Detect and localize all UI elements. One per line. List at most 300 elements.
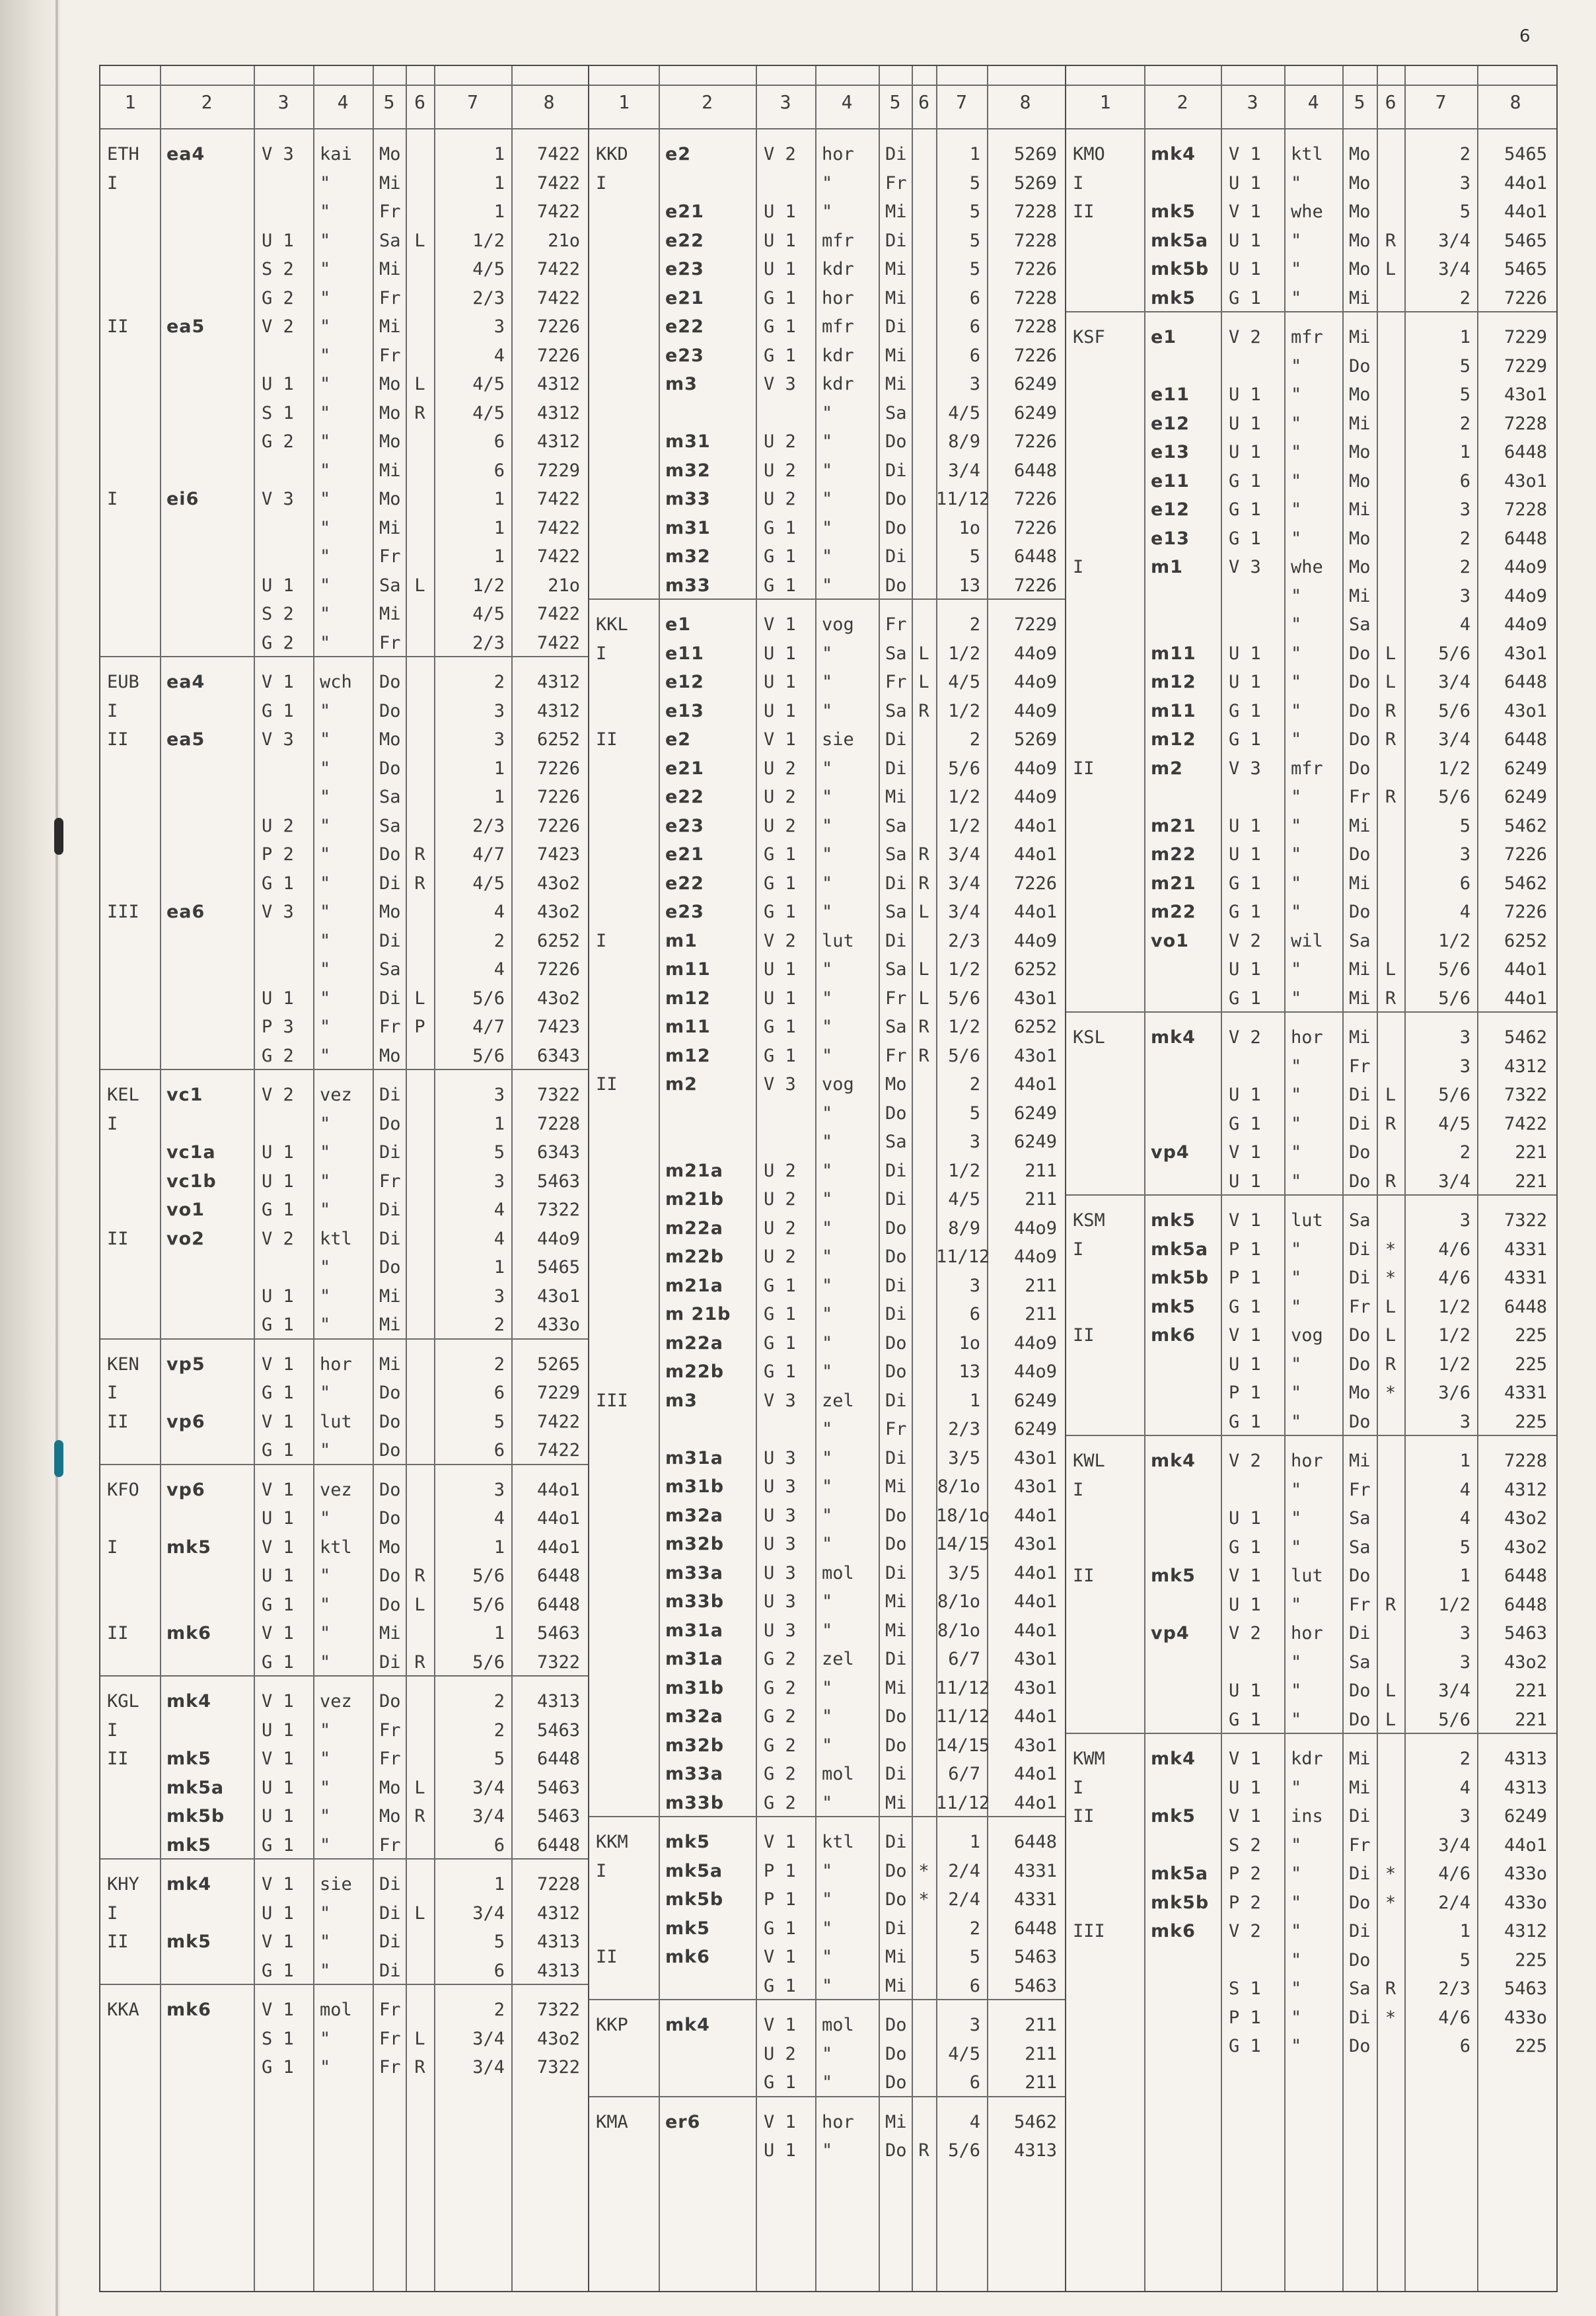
frac-cell: 13	[959, 575, 980, 596]
type-cell: U 3	[764, 1476, 796, 1497]
frac-cell: 6	[969, 2072, 980, 2093]
frac-cell: 2	[493, 1315, 505, 1335]
frac-cell: 3/4	[948, 873, 980, 894]
frac-cell: 4/5	[472, 604, 505, 624]
code-cell: mk4	[166, 1691, 211, 1712]
station-cell: I	[107, 489, 118, 509]
station-cell: II	[1073, 1566, 1095, 1586]
code-cell: vo1	[166, 1200, 205, 1220]
code-cell: m1	[665, 930, 698, 951]
frac-cell: 3	[1459, 585, 1470, 606]
table-row	[100, 1111, 589, 1138]
number-cell: 7322	[1504, 1210, 1547, 1231]
table-row	[1066, 228, 1556, 254]
station-cell: I	[107, 1383, 118, 1403]
table-row	[589, 371, 1066, 398]
day-cell: Mi	[885, 1792, 907, 1813]
station-cell: KSL	[1073, 1027, 1105, 1048]
frac-cell: 1	[493, 1623, 505, 1644]
tree-cell: "	[320, 729, 331, 750]
number-cell: 7228	[536, 1874, 580, 1895]
type-cell: V 1	[1229, 1142, 1261, 1163]
tree-cell: "	[320, 431, 331, 452]
number-cell: 225	[1515, 1325, 1547, 1346]
type-cell: G 1	[764, 902, 796, 922]
table-row	[589, 1589, 1066, 1615]
number-cell: 6448	[536, 1594, 580, 1615]
type-cell: U 1	[764, 672, 796, 692]
side-cell: L	[918, 672, 929, 692]
table-row	[100, 1140, 589, 1166]
type-cell: G 1	[1229, 700, 1261, 721]
frac-cell: 6	[493, 1834, 505, 1856]
frac-cell: 5/6	[1438, 1709, 1470, 1730]
code-cell: mk5b	[1151, 1268, 1210, 1288]
day-cell: Mi	[885, 287, 907, 308]
number-cell: 7322	[536, 2057, 580, 2078]
day-cell: Sa	[885, 815, 907, 836]
station-cell: KEL	[107, 1085, 139, 1105]
number-cell: 44o9	[1013, 1247, 1057, 1267]
day-cell: Di	[885, 316, 907, 337]
type-cell: G 1	[262, 2057, 294, 2078]
type-cell: U 1	[1229, 1171, 1261, 1192]
code-cell: mk5	[166, 1749, 211, 1769]
code-cell: vp4	[1151, 1623, 1190, 1644]
code-cell: m3	[665, 1390, 698, 1411]
column-header: 3	[1247, 91, 1258, 113]
day-cell: Di	[885, 1764, 907, 1784]
day-cell: Di	[885, 1160, 907, 1181]
code-cell: e21	[665, 758, 704, 779]
day-cell: Di	[885, 1275, 907, 1296]
day-cell: Mi	[379, 604, 401, 624]
tree-cell: "	[1291, 1864, 1302, 1884]
frac-cell: 3	[493, 729, 505, 750]
day-cell: Di	[885, 1390, 907, 1411]
station-cell: II	[1073, 758, 1095, 779]
station-cell: I	[107, 700, 118, 721]
side-cell: R	[1385, 1171, 1396, 1192]
type-cell: G 2	[764, 1764, 796, 1784]
tree-cell: zel	[822, 1649, 854, 1669]
side-cell: R	[1385, 700, 1396, 721]
tree-cell: "	[1291, 1709, 1302, 1730]
tree-cell: vez	[320, 1479, 352, 1500]
frac-cell: 3/4	[1438, 259, 1470, 279]
group-separator	[1066, 1733, 1556, 1734]
type-cell: U 1	[764, 2140, 796, 2161]
number-cell: 6249	[1013, 1103, 1057, 1124]
number-cell: 5463	[1504, 1623, 1547, 1644]
type-cell: U 1	[262, 1508, 294, 1529]
table-row	[100, 1014, 589, 1040]
frac-cell: 11/12	[936, 489, 990, 509]
frac-cell: 3	[1459, 1411, 1470, 1432]
day-cell: Mo	[1349, 442, 1371, 462]
tree-cell: "	[320, 2057, 331, 2078]
frac-cell: 5	[969, 201, 980, 222]
day-cell: Di	[885, 1918, 907, 1939]
side-cell: R	[414, 1651, 425, 1673]
station-cell: III	[596, 1390, 628, 1411]
tree-cell: vog	[822, 614, 854, 635]
table-row	[589, 957, 1066, 983]
number-cell: 5269	[1013, 144, 1057, 164]
tree-cell: "	[320, 316, 331, 337]
frac-cell: 6	[969, 1975, 980, 1996]
code-cell: mk5a	[1151, 1864, 1209, 1884]
code-cell: ei6	[166, 489, 200, 509]
tree-cell: "	[1291, 1978, 1302, 1999]
number-cell: 43o1	[1504, 470, 1547, 491]
frac-cell: 11/12	[936, 1706, 990, 1727]
frac-cell: 5	[1459, 1537, 1470, 1558]
number-cell: 7228	[1013, 230, 1057, 251]
frac-cell: 3	[493, 700, 505, 721]
table-row	[1066, 1775, 1556, 1801]
table-row	[589, 256, 1066, 283]
table-row	[1066, 411, 1556, 437]
tree-cell: "	[822, 1132, 833, 1152]
header-rule	[589, 85, 1066, 86]
table-row	[1066, 199, 1556, 225]
code-cell: m2	[665, 1074, 698, 1095]
table-row	[1066, 1803, 1556, 1830]
frac-cell: 4/5	[472, 402, 505, 423]
day-cell: Di	[1349, 1864, 1371, 1884]
day-cell: Do	[885, 1534, 907, 1554]
frac-cell: 8/9	[948, 431, 980, 452]
type-cell: U 1	[262, 575, 294, 596]
table-row	[589, 1704, 1066, 1730]
day-cell: Mi	[1349, 815, 1371, 836]
type-cell: U 2	[764, 489, 796, 509]
tree-cell: lut	[320, 1411, 352, 1432]
table-row	[100, 1803, 589, 1830]
table-row	[100, 573, 589, 599]
tree-cell: "	[1291, 1777, 1302, 1798]
tree-cell: "	[1291, 1949, 1302, 1971]
type-cell: V 1	[262, 1932, 294, 1952]
tree-cell: mol	[822, 2015, 854, 2035]
table-block-right	[1065, 65, 1558, 2292]
number-cell: 7422	[536, 1411, 580, 1432]
type-cell: G 1	[1229, 1296, 1261, 1317]
table-row	[100, 1505, 589, 1532]
number-cell: 44o9	[1013, 1332, 1057, 1354]
frac-cell: 4	[493, 1508, 505, 1529]
day-cell: Do	[885, 1332, 907, 1354]
frac-cell: 1	[1459, 1566, 1470, 1586]
frac-cell: 4/7	[472, 1017, 505, 1037]
number-cell: 225	[1515, 1354, 1547, 1375]
day-cell: Do	[1349, 902, 1371, 922]
number-cell: 4312	[1504, 1479, 1547, 1500]
day-cell: Do	[1349, 1142, 1371, 1163]
number-cell: 433o	[1504, 2007, 1547, 2028]
type-cell: V 3	[262, 729, 294, 750]
column-header: 8	[1019, 91, 1031, 113]
day-cell: Sa	[885, 1132, 907, 1152]
side-cell: *	[1385, 1864, 1396, 1884]
group-separator	[100, 1338, 589, 1340]
table-block-left	[99, 65, 591, 2292]
day-cell: Fr	[885, 1045, 907, 1066]
tree-cell: "	[320, 1834, 331, 1856]
day-cell: Do	[1349, 1171, 1371, 1192]
tree-cell: wch	[320, 672, 352, 692]
station-cell: KHY	[107, 1874, 139, 1895]
number-cell: 6343	[536, 1045, 580, 1066]
tree-cell: "	[320, 815, 331, 836]
frac-cell: 6/7	[948, 1649, 980, 1669]
code-cell: e13	[1151, 442, 1190, 462]
frac-cell: 3	[493, 1479, 505, 1500]
table-row	[1066, 439, 1556, 466]
tree-cell: kdr	[822, 345, 854, 366]
number-cell: 225	[1515, 1949, 1547, 1971]
tree-cell: kai	[320, 144, 352, 164]
day-cell: Do	[379, 1508, 401, 1529]
day-cell: Do	[379, 1440, 401, 1461]
column-header: 8	[543, 91, 555, 113]
table-row	[100, 957, 589, 983]
day-cell: Fr	[379, 1719, 401, 1741]
day-cell: Fr	[379, 1017, 401, 1037]
type-cell: V 1	[262, 1691, 294, 1712]
frac-cell: 2/4	[948, 1860, 980, 1881]
type-cell: G 2	[764, 1735, 796, 1756]
frac-cell: 3/4	[472, 1902, 505, 1924]
code-cell: e13	[1151, 528, 1190, 549]
table-row	[100, 1197, 589, 1223]
number-cell: 7228	[1013, 287, 1057, 308]
table-row	[589, 228, 1066, 254]
side-cell: R	[414, 2057, 425, 2078]
day-cell: Fr	[379, 2028, 401, 2049]
tree-cell: "	[320, 230, 331, 251]
code-cell: vc1a	[166, 1142, 216, 1163]
day-cell: Do	[1349, 700, 1371, 721]
frac-cell: 2	[1459, 144, 1470, 164]
code-cell: mk5	[1151, 1296, 1196, 1317]
station-cell: KSF	[1073, 327, 1105, 347]
code-cell: mk5b	[1151, 259, 1210, 279]
number-cell: 5465	[1504, 259, 1547, 279]
code-cell: e12	[1151, 499, 1190, 520]
number-cell: 44o9	[1504, 557, 1547, 577]
table-row	[100, 400, 589, 427]
table-row	[100, 141, 589, 168]
type-cell: U 3	[764, 1447, 796, 1468]
table-row	[1066, 2005, 1556, 2031]
table-row	[589, 842, 1066, 868]
tree-cell: "	[822, 815, 833, 836]
code-cell: mk5a	[1151, 1239, 1209, 1260]
number-cell: 6252	[1013, 959, 1057, 980]
tree-cell: "	[822, 1447, 833, 1468]
day-cell: Di	[379, 1200, 401, 1220]
tree-cell: mfr	[822, 230, 854, 251]
code-cell: m11	[1151, 643, 1196, 664]
table-row	[589, 1186, 1066, 1213]
day-cell: Mi	[885, 259, 907, 279]
type-cell: G 2	[764, 1706, 796, 1727]
frac-cell: 4/7	[472, 844, 505, 865]
day-cell: Do	[1349, 844, 1371, 865]
number-cell: 6448	[1504, 528, 1547, 549]
day-cell: Mi	[1349, 287, 1371, 308]
frac-cell: 3	[1459, 844, 1470, 865]
type-cell: S 2	[262, 259, 294, 279]
day-cell: Do	[379, 1383, 401, 1403]
day-cell: Mi	[885, 1591, 907, 1612]
type-cell: U 2	[764, 460, 796, 481]
code-cell: m22a	[665, 1332, 723, 1354]
column-header: 2	[1177, 91, 1188, 113]
frac-cell: 6	[493, 1960, 505, 1981]
tree-cell: "	[320, 1960, 331, 1981]
table-row	[1066, 1620, 1556, 1647]
day-cell: Sa	[885, 844, 907, 865]
type-cell: G 1	[764, 1045, 796, 1066]
frac-cell: 2	[493, 930, 505, 951]
number-cell: 43o2	[536, 988, 580, 1009]
frac-cell: 5/6	[472, 1594, 505, 1615]
side-cell: L	[1385, 1325, 1396, 1346]
side-cell: L	[414, 1594, 425, 1615]
code-cell: m22	[1151, 902, 1196, 922]
tree-cell: "	[1291, 787, 1302, 807]
day-cell: Mi	[1349, 959, 1371, 980]
tree-cell: "	[822, 1975, 833, 1996]
type-cell: V 1	[262, 1874, 294, 1895]
frac-cell: 6	[1459, 873, 1470, 894]
frac-cell: 2/3	[472, 815, 505, 836]
frac-cell: 2	[969, 1074, 980, 1095]
frac-cell: 5	[1459, 355, 1470, 377]
table-row	[1066, 756, 1556, 782]
type-cell: V 3	[262, 144, 294, 164]
tree-cell: "	[320, 902, 331, 922]
type-cell: V 2	[262, 1228, 294, 1249]
table-row	[1066, 1592, 1556, 1618]
frac-cell: 2/3	[472, 287, 505, 308]
tree-cell: wil	[1291, 930, 1323, 951]
table-row	[100, 1284, 589, 1310]
day-cell: Mo	[1349, 201, 1371, 222]
type-cell: U 1	[1229, 172, 1261, 194]
side-cell: R	[1385, 230, 1396, 251]
day-cell: Do	[1349, 1892, 1371, 1913]
frac-cell: 1/2	[1438, 1354, 1470, 1375]
type-cell: V 1	[764, 2015, 796, 2035]
table-row	[1066, 1409, 1556, 1435]
table-row	[589, 871, 1066, 897]
type-cell: G 1	[262, 1651, 294, 1673]
number-cell: 211	[1025, 2072, 1057, 2093]
side-cell: L	[1385, 1681, 1396, 1701]
day-cell: Mi	[379, 316, 401, 337]
table-row	[100, 986, 589, 1012]
tree-cell: "	[1291, 873, 1302, 894]
day-cell: Mo	[1349, 528, 1371, 549]
station-cell: I	[107, 1902, 118, 1924]
table-row	[1066, 1025, 1556, 1051]
station-cell: I	[1073, 557, 1084, 577]
table-row	[589, 1273, 1066, 1299]
day-cell: Di	[885, 1447, 907, 1468]
tree-cell: mfr	[1291, 758, 1323, 779]
table-row	[100, 842, 589, 868]
tree-cell: "	[320, 172, 331, 194]
tree-cell: "	[1291, 959, 1302, 980]
code-cell: m12	[665, 988, 711, 1009]
code-cell: m32b	[665, 1534, 725, 1554]
day-cell: Sa	[379, 787, 401, 807]
table-row	[1066, 1477, 1556, 1503]
frac-cell: 5	[969, 172, 980, 194]
group-separator	[100, 1675, 589, 1677]
tree-cell: vez	[320, 1085, 352, 1105]
type-cell: V 3	[764, 374, 796, 394]
side-cell: R	[1385, 1354, 1396, 1375]
type-cell: G 1	[1229, 1537, 1261, 1558]
tree-cell: "	[822, 1534, 833, 1554]
tree-cell: "	[1291, 442, 1302, 462]
day-cell: Mi	[379, 460, 401, 481]
code-cell: m12	[1151, 672, 1196, 692]
binding-hole	[54, 1440, 63, 1477]
day-cell: Mi	[885, 345, 907, 366]
number-cell: 7423	[536, 844, 580, 865]
code-cell: m31b	[665, 1476, 725, 1497]
tree-cell: "	[822, 758, 833, 779]
number-cell: 6249	[1504, 1806, 1547, 1827]
code-cell: m32a	[665, 1505, 723, 1526]
station-cell: KKL	[596, 614, 628, 635]
table-row	[100, 1254, 589, 1281]
type-cell: V 2	[1229, 1027, 1261, 1048]
frac-cell: 1	[493, 1874, 505, 1895]
table-row	[1066, 1976, 1556, 2002]
type-cell: U 3	[764, 1620, 796, 1641]
tree-cell: "	[822, 1476, 833, 1497]
number-cell: 7229	[1504, 355, 1547, 377]
day-cell: Mi	[885, 1677, 907, 1698]
tree-cell: "	[822, 1247, 833, 1267]
day-cell: Mi	[1349, 1777, 1371, 1798]
type-cell: P 2	[1229, 1892, 1261, 1913]
frac-cell: 6	[493, 431, 505, 452]
column-header: 1	[1099, 91, 1111, 113]
table-row	[1066, 170, 1556, 197]
number-cell: 7226	[1504, 902, 1547, 922]
type-cell: G 1	[764, 1332, 796, 1354]
tree-cell: "	[822, 1217, 833, 1239]
day-cell: Di	[1349, 1113, 1371, 1134]
day-cell: Do	[1349, 758, 1371, 779]
number-cell: 7422	[536, 546, 580, 567]
code-cell: m31	[665, 517, 711, 538]
number-cell: 7226	[1013, 345, 1057, 366]
day-cell: Mo	[379, 1777, 401, 1798]
table-row	[100, 928, 589, 955]
side-cell: L	[414, 575, 425, 596]
frac-cell: 2/3	[948, 1419, 980, 1439]
code-cell: mk5	[1151, 1806, 1196, 1827]
